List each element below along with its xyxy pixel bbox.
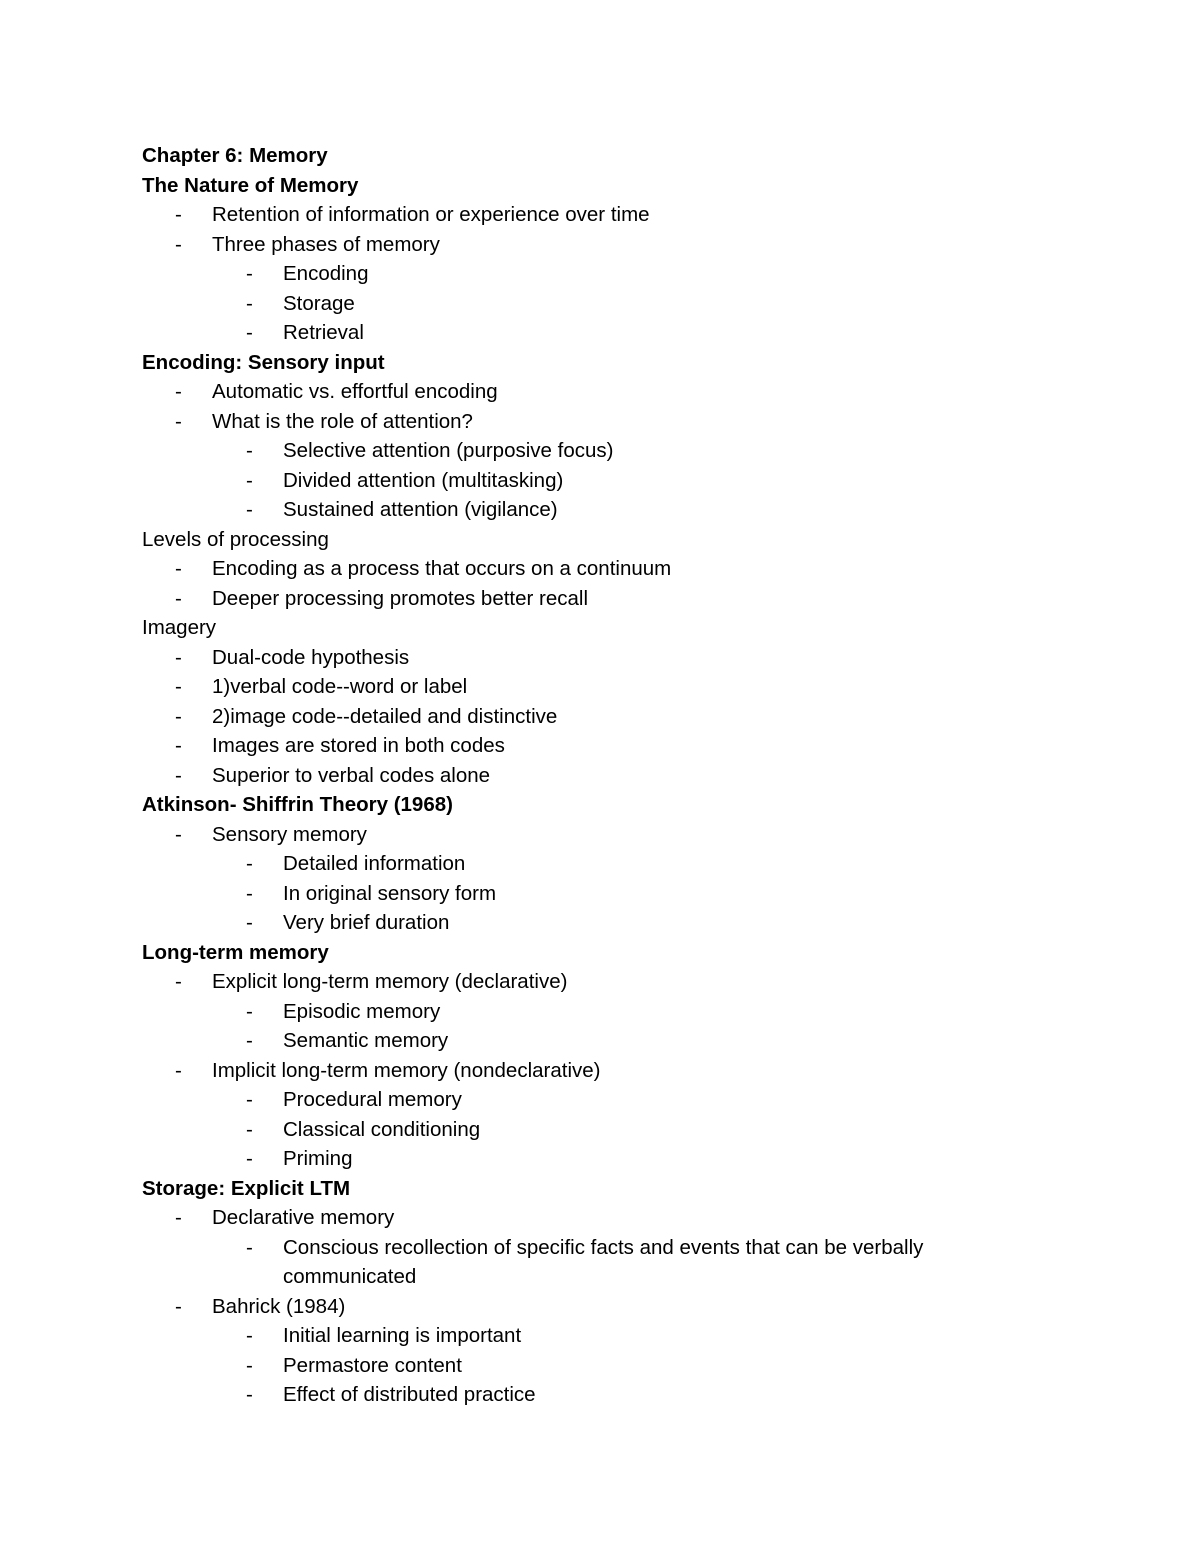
bullet-dash: - <box>175 203 182 226</box>
sub-bullet-item-text: Divided attention (multitasking) <box>283 468 564 492</box>
bullet-dash: - <box>175 586 182 610</box>
bullet-dash: - <box>175 763 182 787</box>
section-heading-long-term-memory: Long-term memory <box>142 940 329 964</box>
bullet-dash: - <box>175 704 182 728</box>
bullet-dash: - <box>175 380 182 403</box>
sub-bullet-item <box>142 1380 1042 1410</box>
bullet-item-text: Retention of information or experience over time <box>212 203 650 226</box>
bullet-item-text: 2)image code--detailed and distinctive <box>212 704 558 728</box>
sub-bullet-item <box>142 289 1042 319</box>
sub-bullet-item-text: Effect of distributed practice <box>283 1383 536 1406</box>
bullet-item <box>142 584 1042 614</box>
sub-bullet-item-text: Retrieval <box>283 321 364 344</box>
bullet-dash: - <box>246 1235 253 1259</box>
bullet-item-text: Sensory memory <box>212 822 367 846</box>
sub-bullet-item-text: Classical conditioning <box>283 1117 481 1141</box>
sub-bullet-item <box>142 1233 1042 1263</box>
document-content <box>142 141 1042 1410</box>
bullet-dash: - <box>246 1117 253 1141</box>
sub-bullet-item <box>142 318 1042 348</box>
sub-bullet-item <box>142 466 1042 496</box>
bullet-item-text: Superior to verbal codes alone <box>212 763 491 787</box>
bullet-dash: - <box>246 321 253 344</box>
sub-bullet-item <box>142 1351 1042 1381</box>
sub-bullet-item-text: Permastore content <box>283 1353 462 1377</box>
sub-bullet-item-text: Selective attention (purposive focus) <box>283 439 614 462</box>
bullet-dash: - <box>246 1029 253 1052</box>
bullet-dash: - <box>246 439 253 462</box>
bullet-dash: - <box>246 262 253 285</box>
bullet-dash: - <box>175 675 182 698</box>
bullet-dash: - <box>175 557 182 580</box>
sub-bullet-item-text: Initial learning is important <box>283 1324 522 1347</box>
sub-bullet-item-text: Procedural memory <box>283 1088 462 1111</box>
sub-bullet-item <box>142 849 1042 879</box>
document-title: Chapter 6: Memory <box>142 144 328 167</box>
bullet-item-text: Dual-code hypothesis <box>212 645 410 669</box>
bullet-item <box>142 967 1042 997</box>
bullet-dash: - <box>246 1324 253 1347</box>
sub-bullet-item <box>142 908 1042 938</box>
bullet-item <box>142 407 1042 437</box>
section-heading-encoding-sensory-input: Encoding: Sensory input <box>142 350 385 374</box>
sub-bullet-item-text: Semantic memory <box>283 1029 449 1052</box>
bullet-dash: - <box>175 645 182 669</box>
bullet-dash: - <box>246 498 253 521</box>
bullet-item-text: What is the role of attention? <box>212 409 473 433</box>
bullet-item-text: Explicit long-term memory (declarative) <box>212 970 568 993</box>
bullet-item <box>142 761 1042 791</box>
bullet-dash: - <box>175 1206 182 1229</box>
bullet-dash: - <box>246 1353 253 1377</box>
bullet-dash: - <box>246 468 253 492</box>
bullet-item <box>142 820 1042 850</box>
sub-bullet-item <box>142 1321 1042 1351</box>
bullet-item-text: Declarative memory <box>212 1206 395 1229</box>
sub-bullet-item-text: Very brief duration <box>283 911 450 934</box>
bullet-dash: - <box>175 232 182 256</box>
sub-bullet-item-text: Conscious recollection of specific facts and events that can be verbally <box>283 1235 924 1259</box>
bullet-item <box>142 672 1042 702</box>
bullet-item <box>142 230 1042 260</box>
section-heading-the-nature-of-memory: The Nature of Memory <box>142 173 359 197</box>
bullet-item-text: Images are stored in both codes <box>212 734 505 757</box>
sub-bullet-item <box>142 1144 1042 1174</box>
sub-bullet-item-text: Detailed information <box>283 852 466 875</box>
sub-bullet-item <box>142 259 1042 289</box>
bullet-dash: - <box>175 822 182 846</box>
section-heading-atkinson-shiffrin-theory-1968: Atkinson- Shiffrin Theory (1968) <box>142 793 453 816</box>
sub-bullet-item-text: Episodic memory <box>283 999 441 1023</box>
sub-bullet-item <box>142 436 1042 466</box>
bullet-item-text: Encoding as a process that occurs on a continuum <box>212 557 672 580</box>
bullet-item-text: Implicit long-term memory (nondeclarative) <box>212 1058 601 1082</box>
sub-bullet-item-text: Priming <box>283 1147 353 1170</box>
bullet-item-text: Automatic vs. effortful encoding <box>212 380 498 403</box>
bullet-item <box>142 554 1042 584</box>
bullet-dash: - <box>246 1088 253 1111</box>
bullet-item <box>142 1056 1042 1086</box>
sub-bullet-item-text: Encoding <box>283 262 369 285</box>
bullet-item <box>142 200 1042 230</box>
section-heading-levels-of-processing: Levels of processing <box>142 527 329 551</box>
sub-bullet-item <box>142 1085 1042 1115</box>
bullet-dash: - <box>246 852 253 875</box>
bullet-item <box>142 1292 1042 1322</box>
bullet-dash: - <box>246 911 253 934</box>
sub-bullet-item-text: Storage <box>283 291 355 315</box>
sub-bullet-item <box>142 879 1042 909</box>
bullet-item <box>142 702 1042 732</box>
sub-bullet-item <box>142 495 1042 525</box>
bullet-dash: - <box>246 999 253 1023</box>
bullet-item <box>142 377 1042 407</box>
bullet-dash: - <box>246 1147 253 1170</box>
section-heading-storage-explicit-ltm: Storage: Explicit LTM <box>142 1176 351 1200</box>
bullet-item-text: Deeper processing promotes better recall <box>212 586 589 610</box>
bullet-dash: - <box>175 734 182 757</box>
bullet-item <box>142 643 1042 673</box>
bullet-item-text: Bahrick (1984) <box>212 1294 346 1318</box>
sub-bullet-item-continuation: communicated <box>283 1265 417 1288</box>
sub-bullet-item <box>142 997 1042 1027</box>
sub-bullet-item <box>142 1026 1042 1056</box>
bullet-dash: - <box>246 881 253 905</box>
bullet-dash: - <box>175 1294 182 1318</box>
bullet-item-text: Three phases of memory <box>212 232 440 256</box>
bullet-item <box>142 1203 1042 1233</box>
bullet-dash: - <box>175 1058 182 1082</box>
sub-bullet-item-text: In original sensory form <box>283 881 497 905</box>
bullet-dash: - <box>175 409 182 433</box>
bullet-dash: - <box>175 970 182 993</box>
bullet-item <box>142 731 1042 761</box>
sub-bullet-item-text: Sustained attention (vigilance) <box>283 498 558 521</box>
sub-bullet-item <box>142 1115 1042 1145</box>
section-heading-imagery: Imagery <box>142 616 217 639</box>
bullet-item-text: 1)verbal code--word or label <box>212 675 468 698</box>
bullet-dash: - <box>246 291 253 315</box>
bullet-dash: - <box>246 1383 253 1406</box>
